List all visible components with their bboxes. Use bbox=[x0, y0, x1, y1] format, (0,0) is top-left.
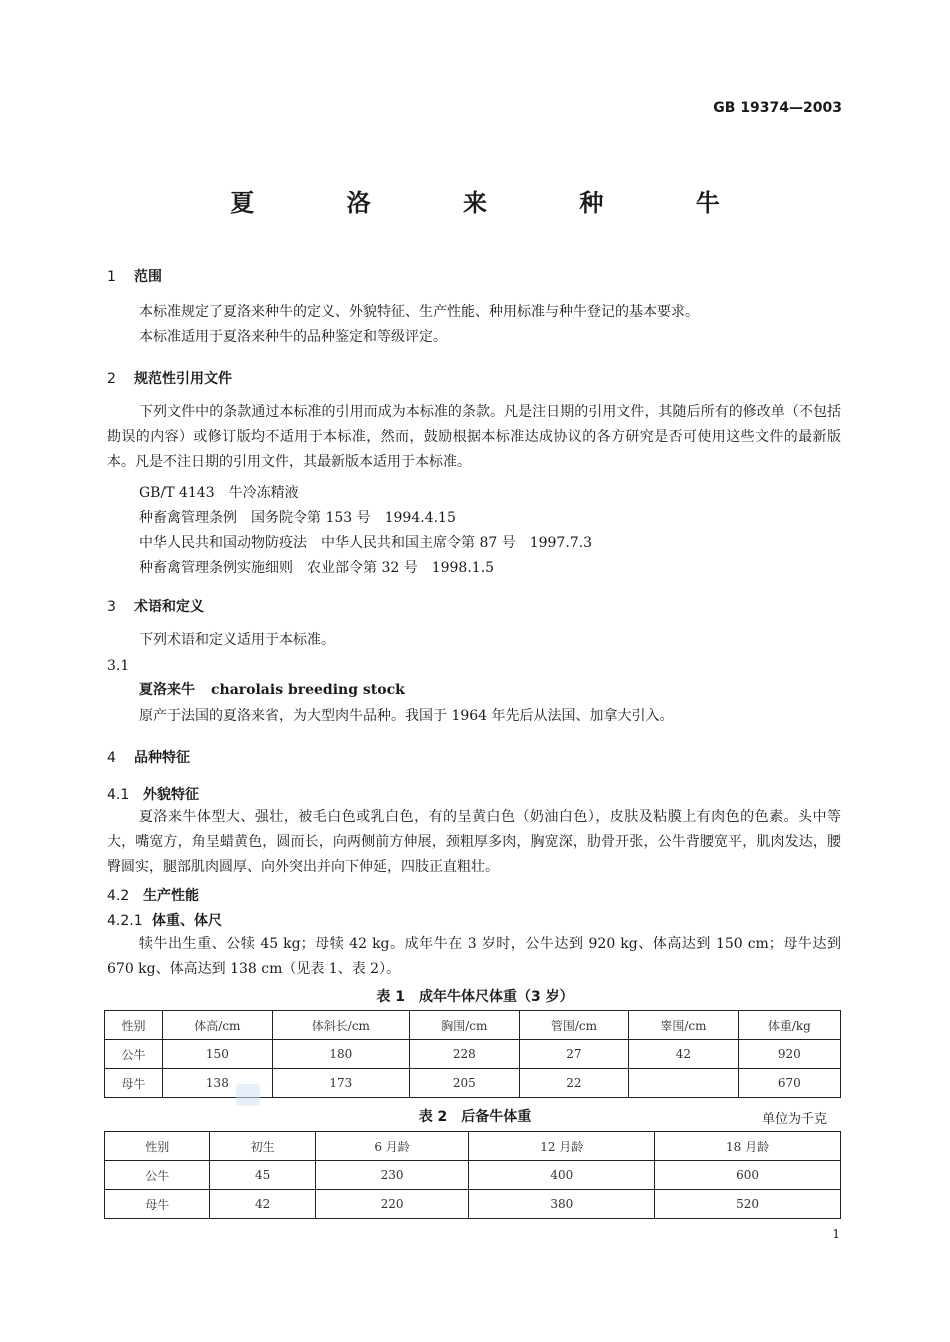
section-title: 体重、体尺 bbox=[152, 913, 222, 929]
table-cell: 母牛 bbox=[105, 1069, 163, 1098]
table-row bbox=[105, 1161, 841, 1190]
table-1 bbox=[104, 1010, 841, 1098]
table-row bbox=[105, 1069, 841, 1098]
section-number: 4.1 bbox=[107, 787, 130, 803]
table-header-cell: 性别 bbox=[105, 1011, 163, 1040]
reference-item: GB/T 4143 牛冷冻精液 bbox=[139, 485, 299, 501]
table-header-cell: 体斜长/cm bbox=[272, 1011, 409, 1040]
section-title: 品种特征 bbox=[134, 750, 190, 766]
table-cell: 150 bbox=[163, 1040, 273, 1069]
table-cell: 400 bbox=[469, 1161, 655, 1190]
section-number: 1 bbox=[107, 269, 116, 285]
table-header-cell: 胸围/cm bbox=[410, 1011, 520, 1040]
reference-item: 种畜禽管理条例实施细则 农业部令第 32 号 1998.1.5 bbox=[139, 560, 495, 576]
section-number: 4.2.1 bbox=[107, 913, 143, 929]
paragraph: 犊牛出生重、公犊 45 kg；母犊 42 kg。成年牛在 3 岁时，公牛达到 920 kg、体高达到 150 cm；母牛达到 670 kg、体高达到 138 cm（见表 1、表 2）。 bbox=[107, 936, 841, 977]
table-2 bbox=[104, 1131, 841, 1219]
section-title: 术语和定义 bbox=[134, 599, 204, 615]
section-title: 范围 bbox=[134, 269, 162, 285]
watermark-stamp bbox=[236, 1084, 260, 1106]
paragraph: 夏洛来牛体型大、强壮，被毛白色或乳白色，有的呈黄白色（奶油白色），皮肤及粘膜上有肉色的色素。头中等大，嘴宽方，角呈蜡黄色，圆而长，向两侧前方伸展，颈粗厚多肉，胸宽深，肋骨开张，公牛背腰宽平，肌肉发达，腰臀圆实，腿部肌肉圆厚、向外突出并向下伸延，四肢正直粗壮。 bbox=[107, 809, 841, 875]
table-cell: 42 bbox=[210, 1190, 315, 1219]
table-header-cell: 体高/cm bbox=[163, 1011, 273, 1040]
definition: 原产于法国的夏洛来省，为大型肉牛品种。我国于 1964 年先后从法国、加拿大引入。 bbox=[139, 708, 674, 724]
table-header-row bbox=[105, 1132, 841, 1161]
subsection-number: 3.1 bbox=[107, 658, 130, 674]
section-number: 3 bbox=[107, 599, 116, 615]
reference-item: 种畜禽管理条例 国务院令第 153 号 1994.4.15 bbox=[139, 510, 456, 526]
paragraph: 下列文件中的条款通过本标准的引用而成为本标准的条款。凡是注日期的引用文件，其随后所有的修改单（不包括勘误的内容）或修订版均不适用于本标准，然而，鼓励根据本标准达成协议的各方研究是否可使用这些文件的最新版本。凡是不注日期的引用文件，其最新版本适用于本标准。 bbox=[107, 404, 841, 470]
table-cell: 公牛 bbox=[105, 1161, 210, 1190]
section-number: 4.2 bbox=[107, 888, 130, 904]
subsection-4-2-1-heading bbox=[107, 910, 222, 930]
term-english: charolais breeding stock bbox=[211, 682, 405, 698]
section-4-heading bbox=[107, 747, 190, 767]
table-2-caption: 表 2 后备牛体重 bbox=[418, 1109, 532, 1125]
table-cell: 公牛 bbox=[105, 1040, 163, 1069]
table-header-cell: 性别 bbox=[105, 1132, 210, 1161]
section-1-heading bbox=[107, 266, 162, 286]
table-header-cell: 初生 bbox=[210, 1132, 315, 1161]
table-row bbox=[105, 1040, 841, 1069]
table-1-caption: 表 1 成年牛体尺体重（3 岁） bbox=[376, 989, 574, 1005]
table-2-unit: 单位为千克 bbox=[761, 1112, 827, 1127]
table-cell: 22 bbox=[519, 1069, 629, 1098]
paragraph: 下列术语和定义适用于本标准。 bbox=[139, 632, 335, 648]
table-header-cell: 管围/cm bbox=[519, 1011, 629, 1040]
table-cell: 600 bbox=[655, 1161, 841, 1190]
section-number: 4 bbox=[107, 750, 116, 766]
table-cell: 228 bbox=[410, 1040, 520, 1069]
section-2-heading bbox=[107, 368, 232, 388]
section-title: 规范性引用文件 bbox=[134, 371, 232, 387]
table-cell: 138 bbox=[163, 1069, 273, 1098]
table-cell: 230 bbox=[315, 1161, 469, 1190]
standard-number: GB 19374—2003 bbox=[713, 100, 842, 116]
section-title: 外貌特征 bbox=[143, 787, 199, 803]
term-entry bbox=[139, 679, 405, 699]
table-cell: 27 bbox=[519, 1040, 629, 1069]
table-cell: 920 bbox=[738, 1040, 840, 1069]
section-title: 生产性能 bbox=[143, 888, 199, 904]
table-header-cell: 12 月龄 bbox=[469, 1132, 655, 1161]
subsection-4-1-heading bbox=[107, 784, 199, 804]
table-header-row bbox=[105, 1011, 841, 1040]
page-number: 1 bbox=[832, 1227, 840, 1241]
table-row bbox=[105, 1190, 841, 1219]
table-cell: 母牛 bbox=[105, 1190, 210, 1219]
table-header-cell: 18 月龄 bbox=[655, 1132, 841, 1161]
subsection-4-2-heading bbox=[107, 885, 199, 905]
table-cell: 173 bbox=[272, 1069, 409, 1098]
table-header-cell: 睾围/cm bbox=[629, 1011, 739, 1040]
table-cell: 520 bbox=[655, 1190, 841, 1219]
paragraph: 本标准规定了夏洛来种牛的定义、外貌特征、生产性能、种用标准与种牛登记的基本要求。 bbox=[139, 304, 699, 320]
table-cell: 42 bbox=[629, 1040, 739, 1069]
table-header-cell: 6 月龄 bbox=[315, 1132, 469, 1161]
table-cell: 180 bbox=[272, 1040, 409, 1069]
term-chinese: 夏洛来牛 bbox=[139, 682, 195, 698]
table-cell: 380 bbox=[469, 1190, 655, 1219]
paragraph: 本标准适用于夏洛来种牛的品种鉴定和等级评定。 bbox=[139, 329, 447, 345]
table-cell: 45 bbox=[210, 1161, 315, 1190]
table-cell: 670 bbox=[738, 1069, 840, 1098]
table-cell: 205 bbox=[410, 1069, 520, 1098]
section-3-heading bbox=[107, 596, 204, 616]
section-number: 2 bbox=[107, 371, 116, 387]
reference-item: 中华人民共和国动物防疫法 中华人民共和国主席令第 87 号 1997.7.3 bbox=[139, 535, 593, 551]
page-title: 夏 洛 来 种 牛 bbox=[230, 189, 762, 217]
table-header-cell: 体重/kg bbox=[738, 1011, 840, 1040]
table-cell bbox=[629, 1069, 739, 1098]
table-cell: 220 bbox=[315, 1190, 469, 1219]
